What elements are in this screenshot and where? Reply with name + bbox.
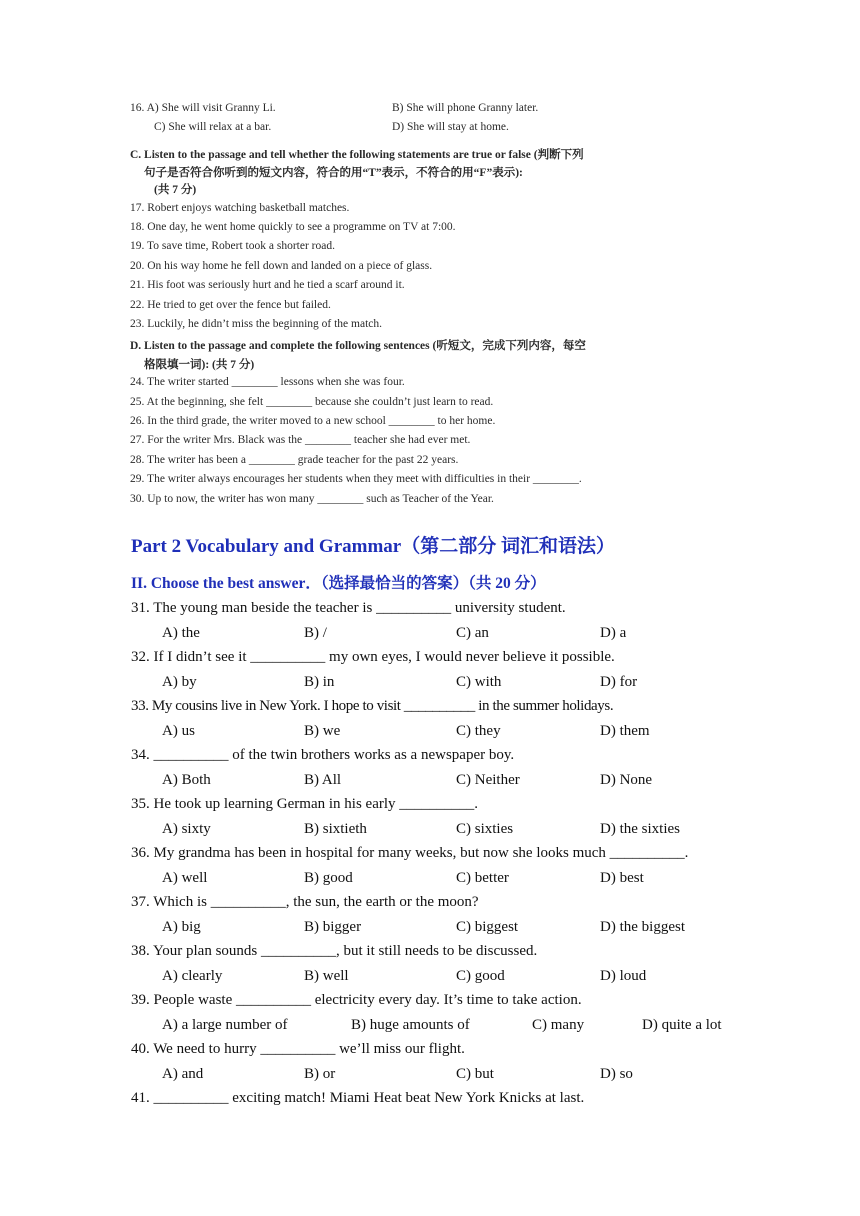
question-37-option-d: D) the biggest: [600, 919, 685, 935]
question-31-option-b: B) /: [304, 625, 327, 641]
question-40-option-c: C) but: [456, 1066, 494, 1082]
question-32-stem: 32. If I didn’t see it __________ my own eyes, I would never believe it possible.: [131, 649, 615, 665]
question-34-option-b: B) All: [304, 772, 342, 788]
q16-option-c: C) She will relax at a bar.: [154, 121, 272, 133]
section-d-instruction-1: D. Listen to the passage and complete the following sentences (听短文，完成下列内容，每空: [130, 340, 586, 352]
question-33-option-d: D) them: [600, 723, 650, 739]
question-32-option-d: D) for: [600, 674, 638, 690]
question-37-option-b: B) bigger: [304, 919, 362, 935]
question-35-option-d: D) the sixties: [600, 821, 680, 837]
question-32-option-b: B) in: [304, 674, 335, 690]
question-34-option-a: A) Both: [162, 772, 211, 788]
section-c-instruction-1: C. Listen to the passage and tell whether the following statements are true or false (判断下列: [130, 149, 584, 161]
statement-22: 22. He tried to get over the fence but failed.: [130, 299, 331, 311]
question-31-option-c: C) an: [456, 625, 489, 641]
q16-option-a: 16. A) She will visit Granny Li.: [130, 102, 276, 114]
question-35-stem: 35. He took up learning German in his early __________.: [131, 796, 479, 812]
question-39-option-b: B) huge amounts of: [351, 1017, 470, 1033]
sentence-25: 25. At the beginning, she felt ________ because she couldn’t just learn to read.: [130, 396, 494, 408]
question-36-stem: 36. My grandma has been in hospital for many weeks, but now she looks much __________.: [131, 845, 689, 861]
question-33-option-c: C) they: [456, 723, 501, 739]
question-38-option-c: C) good: [456, 968, 505, 984]
question-35-option-b: B) sixtieth: [304, 821, 367, 837]
question-33-option-a: A) us: [162, 723, 195, 739]
statement-19: 19. To save time, Robert took a shorter road.: [130, 240, 335, 252]
question-38-option-b: B) well: [304, 968, 349, 984]
question-31-stem: 31. The young man beside the teacher is __________ university student.: [131, 600, 566, 616]
statement-18: 18. One day, he went home quickly to see a programme on TV at 7:00.: [130, 221, 456, 233]
question-40-option-a: A) and: [162, 1066, 204, 1082]
question-33-option-b: B) we: [304, 723, 341, 739]
section-ii-title: II. Choose the best answer．（选择最恰当的答案）（共 20 分）: [131, 575, 546, 592]
statement-23: 23. Luckily, he didn’t miss the beginning of the match.: [130, 318, 383, 330]
question-39-option-c: C) many: [532, 1017, 585, 1033]
question-41-stem: 41. __________ exciting match! Miami Heat beat New York Knicks at last.: [131, 1090, 585, 1106]
sentence-24: 24. The writer started ________ lessons when she was four.: [130, 376, 405, 388]
question-39-option-d: D) quite a lot: [642, 1017, 722, 1033]
question-40-option-b: B) or: [304, 1066, 336, 1082]
sentence-30: 30. Up to now, the writer has won many ________ such as Teacher of the Year.: [130, 493, 494, 505]
question-39-stem: 39. People waste __________ electricity every day. It’s time to take action.: [131, 992, 582, 1008]
question-35-option-c: C) sixties: [456, 821, 514, 837]
question-38-option-a: A) clearly: [162, 968, 223, 984]
sentence-28: 28. The writer has been a ________ grade teacher for the past 22 years.: [130, 454, 459, 466]
question-32-option-c: C) with: [456, 674, 502, 690]
question-40-option-d: D) so: [600, 1066, 633, 1082]
question-40-stem: 40. We need to hurry __________ we’ll miss our flight.: [131, 1041, 465, 1057]
question-38-option-d: D) loud: [600, 968, 647, 984]
question-34-option-d: D) None: [600, 772, 653, 788]
question-37-option-c: C) biggest: [456, 919, 519, 935]
part2-title: Part 2 Vocabulary and Grammar（第二部分 词汇和语法）: [131, 536, 615, 557]
sentence-29: 29. The writer always encourages her students when they meet with difficulties in their ________.: [130, 473, 582, 485]
question-34-option-c: C) Neither: [456, 772, 520, 788]
question-36-option-a: A) well: [162, 870, 208, 886]
section-d-instruction-2: 格限填一词): (共 7 分): [144, 359, 255, 371]
question-35-option-a: A) sixty: [162, 821, 211, 837]
statement-17: 17. Robert enjoys watching basketball matches.: [130, 202, 350, 214]
q16-option-d: D) She will stay at home.: [392, 121, 509, 133]
q16-option-b: B) She will phone Granny later.: [392, 102, 539, 114]
question-36-option-c: C) better: [456, 870, 509, 886]
question-32-option-a: A) by: [162, 674, 197, 690]
sentence-27: 27. For the writer Mrs. Black was the ________ teacher she had ever met.: [130, 434, 471, 446]
question-37-option-a: A) big: [162, 919, 201, 935]
question-34-stem: 34. __________ of the twin brothers works as a newspaper boy.: [131, 747, 515, 763]
section-c-instruction-3: (共 7 分): [154, 184, 197, 196]
question-36-option-b: B) good: [304, 870, 353, 886]
question-39-option-a: A) a large number of: [162, 1017, 288, 1033]
sentence-26: 26. In the third grade, the writer moved to a new school ________ to her home.: [130, 415, 496, 427]
section-c-instruction-2: 句子是否符合你听到的短文内容，符合的用“T”表示，不符合的用“F”表示):: [144, 167, 523, 179]
statement-20: 20. On his way home he fell down and landed on a piece of glass.: [130, 260, 433, 272]
question-33-stem: 33. My cousins live in New York. I hope to visit __________ in the summer holidays.: [131, 698, 614, 714]
question-31-option-a: A) the: [162, 625, 200, 641]
statement-21: 21. His foot was seriously hurt and he tied a scarf around it.: [130, 279, 405, 291]
question-37-stem: 37. Which is __________, the sun, the earth or the moon?: [131, 894, 479, 910]
question-36-option-d: D) best: [600, 870, 644, 886]
question-31-option-d: D) a: [600, 625, 627, 641]
question-38-stem: 38. Your plan sounds __________, but it still needs to be discussed.: [131, 943, 538, 959]
